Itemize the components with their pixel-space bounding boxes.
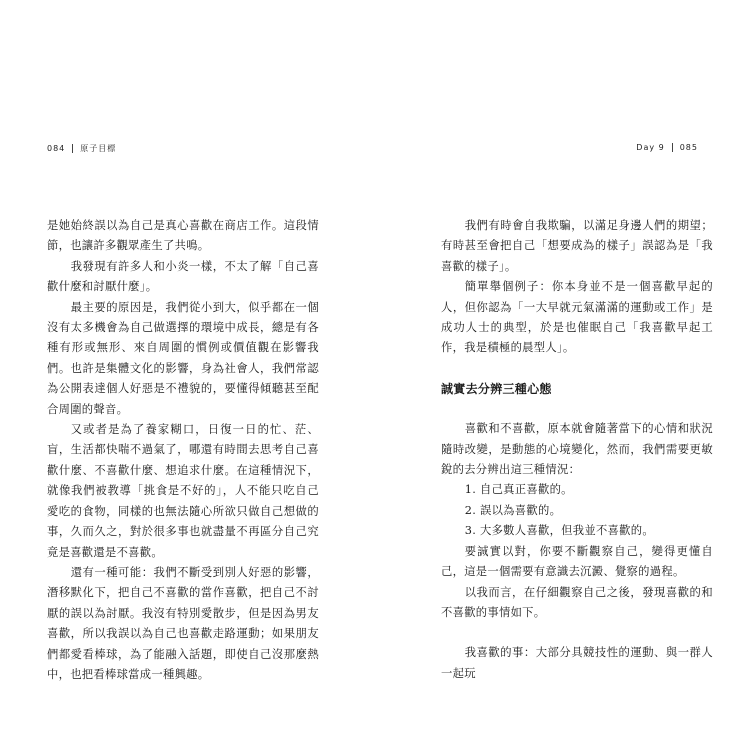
paragraph: 我發現有許多人和小炎一樣，不太了解「自己喜歡什麼和討厭什麼」。 bbox=[47, 259, 319, 294]
paragraph: 以我而言，在仔細觀察自己之後，發現喜歡的和不喜歡的事情如下。 bbox=[441, 585, 713, 619]
list-item: 2. 誤以為喜歡的。 bbox=[464, 503, 562, 517]
paragraph: 又或者是為了養家糊口，日復一日的忙、茫、盲，生活都快喘不過氣了，哪還有時間去思考自己喜歡什麼、不喜歡什麼、想追求什麼。在這種情況下，就像我們被教導「挑食是不好的」，人不能只吃自己愛吃的食物，同樣的也無法隨心所欲只做自己想做的事，久而久之，對於很多事也就盡量不再區分自己究竟是喜歡還是不喜歡。 bbox=[47, 423, 319, 559]
paragraph: 我們有時會自我欺騙，以滿足身邊人們的期望；有時甚至會把自己「想要成為的樣子」誤認為是「我喜歡的樣子」。 bbox=[441, 219, 713, 273]
spacer bbox=[441, 359, 713, 379]
left-page-body bbox=[47, 216, 319, 685]
day-label: Day 9 bbox=[636, 143, 665, 152]
paragraph: 最主要的原因是，我們從小到大，似乎都在一個沒有太多機會為自己做選擇的環境中成長，總是有各種有形或無形、來自周圍的慣例或價值觀在影響我們。也許是集體文化的影響，身為社會人，我們常認為公開表達個人好惡是不禮貌的，要懂得傾聽甚至配合周圍的聲音。 bbox=[47, 300, 319, 416]
right-page-body bbox=[441, 216, 713, 684]
list-item: 1. 自己真正喜歡的。 bbox=[464, 483, 573, 497]
page-number-left: 084 bbox=[47, 144, 66, 153]
header-divider bbox=[72, 144, 73, 153]
left-page-header bbox=[47, 143, 116, 154]
paragraph: 是她始終誤以為自己是真心喜歡在商店工作。這段情節，也讓許多觀眾產生了共鳴。 bbox=[47, 219, 319, 253]
paragraph: 要誠實以對，你要不斷觀察自己，變得更懂自己，這是一個需要有意識去沉澱、覺察的過程。 bbox=[441, 544, 713, 579]
list-item: 3. 大多數人喜歡，但我並不喜歡的。 bbox=[464, 524, 654, 538]
right-page-header bbox=[636, 143, 698, 152]
paragraph: 簡單舉個例子：你本身並不是一個喜歡早起的人，但你認為「一大早就元氣滿滿的運動或工作」是成功人士的典型，於是也催眠自己「我喜歡早起工作，我是積極的晨型人」。 bbox=[441, 280, 713, 355]
paragraph: 我喜歡的事：大部分具競技性的運動、與一群人一起玩 bbox=[441, 646, 713, 680]
page-number-right: 085 bbox=[679, 143, 698, 152]
section-heading: 誠實去分辨三種心態 bbox=[441, 381, 552, 396]
spacer bbox=[441, 399, 713, 419]
running-title: 原子目標 bbox=[80, 144, 117, 153]
spacer bbox=[441, 623, 713, 643]
header-divider bbox=[672, 143, 673, 152]
right-page bbox=[375, 0, 750, 750]
paragraph: 還有一種可能：我們不斷受到別人好惡的影響，潛移默化下，把自己不喜歡的當作喜歡，把自己不討厭的誤以為討厭。我沒有特別愛散步，但是因為男友喜歡，所以我誤以為自己也喜歡走路運動；如果朋友們都愛看棒球，為了能融入話題，即使自己沒那麼熱中，也把看棒球當成一種興趣。 bbox=[47, 565, 319, 681]
paragraph: 喜歡和不喜歡，原本就會隨著當下的心情和狀況隨時改變，是動態的心境變化，然而，我們需要更敏銳的去分辨出這三種情況： bbox=[441, 422, 713, 477]
